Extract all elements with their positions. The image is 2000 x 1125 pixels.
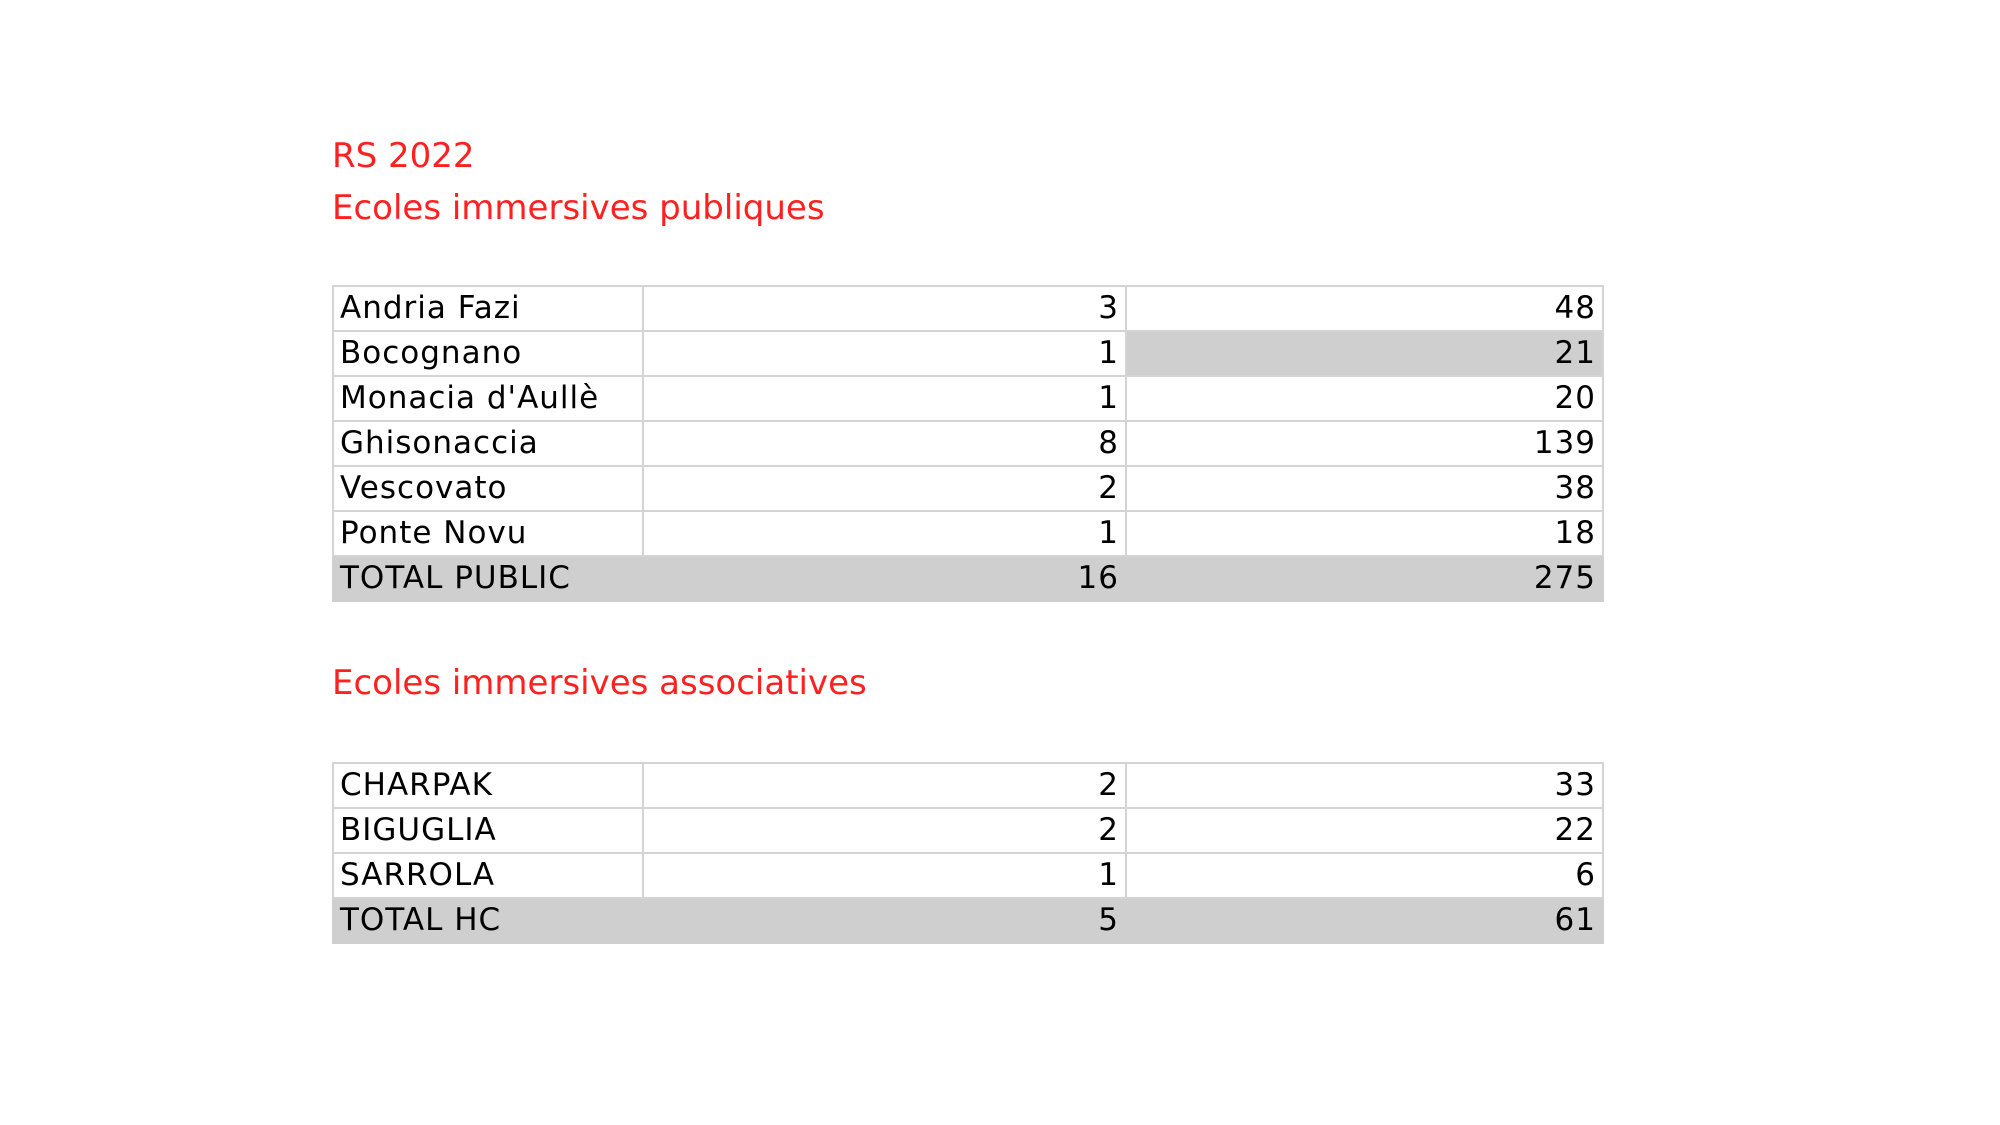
classes-cell: 1 bbox=[643, 376, 1126, 421]
school-name-cell: Ghisonaccia bbox=[333, 421, 643, 466]
table-row bbox=[333, 808, 1603, 853]
pupils-cell: 48 bbox=[1126, 286, 1603, 331]
table-row bbox=[333, 466, 1603, 511]
table-row bbox=[333, 286, 1603, 331]
public-schools-heading: Ecoles immersives publiques bbox=[332, 188, 825, 228]
school-name-cell: Ponte Novu bbox=[333, 511, 643, 556]
classes-cell: 1 bbox=[643, 331, 1126, 376]
table-row bbox=[333, 376, 1603, 421]
table-row bbox=[333, 511, 1603, 556]
public-schools-table bbox=[332, 285, 1604, 602]
pupils-cell: 33 bbox=[1126, 763, 1603, 808]
table-row bbox=[333, 763, 1603, 808]
pupils-cell: 139 bbox=[1126, 421, 1603, 466]
classes-cell: 1 bbox=[643, 853, 1126, 898]
classes-cell: 2 bbox=[643, 466, 1126, 511]
classes-cell: 2 bbox=[643, 763, 1126, 808]
total-row bbox=[333, 898, 1603, 943]
pupils-cell: 22 bbox=[1126, 808, 1603, 853]
classes-cell: 2 bbox=[643, 808, 1126, 853]
total-classes-cell: 16 bbox=[643, 556, 1126, 601]
school-name-cell: BIGUGLIA bbox=[333, 808, 643, 853]
total-pupils-cell: 275 bbox=[1126, 556, 1603, 601]
school-name-cell: Andria Fazi bbox=[333, 286, 643, 331]
page-title: RS 2022 bbox=[332, 136, 475, 176]
classes-cell: 3 bbox=[643, 286, 1126, 331]
pupils-cell: 20 bbox=[1126, 376, 1603, 421]
school-name-cell: CHARPAK bbox=[333, 763, 643, 808]
total-pupils-cell: 61 bbox=[1126, 898, 1603, 943]
school-name-cell: Vescovato bbox=[333, 466, 643, 511]
pupils-cell: 6 bbox=[1126, 853, 1603, 898]
pupils-cell: 18 bbox=[1126, 511, 1603, 556]
classes-cell: 1 bbox=[643, 511, 1126, 556]
associative-schools-heading: Ecoles immersives associatives bbox=[332, 663, 867, 703]
pupils-cell-highlighted: 21 bbox=[1126, 331, 1603, 376]
total-label-cell: TOTAL HC bbox=[333, 898, 643, 943]
table-row bbox=[333, 331, 1603, 376]
table-row bbox=[333, 421, 1603, 466]
total-classes-cell: 5 bbox=[643, 898, 1126, 943]
school-name-cell: Bocognano bbox=[333, 331, 643, 376]
classes-cell: 8 bbox=[643, 421, 1126, 466]
school-name-cell: Monacia d'Aullè bbox=[333, 376, 643, 421]
total-label-cell: TOTAL PUBLIC bbox=[333, 556, 643, 601]
total-row bbox=[333, 556, 1603, 601]
associative-schools-table bbox=[332, 762, 1604, 944]
table-row bbox=[333, 853, 1603, 898]
school-name-cell: SARROLA bbox=[333, 853, 643, 898]
pupils-cell: 38 bbox=[1126, 466, 1603, 511]
